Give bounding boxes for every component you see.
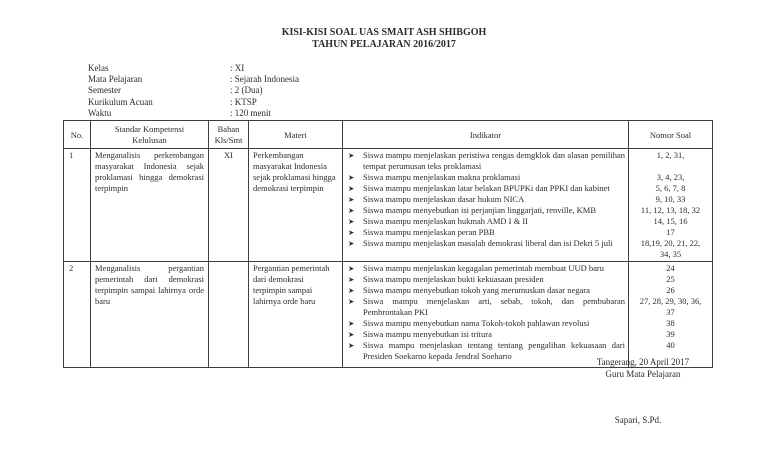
cell-standar-kompetensi: Menganalisis perkembangan masyarakat Indonesia sejak proklamasi hingga demokrasi terpimpin bbox=[91, 149, 209, 262]
text-line: 40 bbox=[666, 340, 675, 350]
indicator-item bbox=[347, 318, 625, 329]
indicator-text: Siswa mampu menjelaskan tentang tentang pengalihan kekuasaan dari Presiden Soekarno kepada Jendral Soeharto bbox=[363, 340, 625, 361]
arrow-bullet-icon: ➤ bbox=[348, 195, 355, 204]
indicator-item bbox=[347, 329, 625, 340]
arrow-bullet-icon: ➤ bbox=[348, 264, 355, 273]
header-skl bbox=[91, 121, 209, 149]
indicator-text: Siswa mampu menjelaskan masalah demokrasi liberal dan isi Dekri 5 juli bbox=[363, 238, 613, 248]
indicator-text: Siswa mampu menjelaskan arti, sebab, tokoh, dan pembubaran Pembrontakan PKI bbox=[363, 296, 625, 317]
indicator-text: Siswa mampu menjelaskan hukmah AMD I & II bbox=[363, 216, 529, 226]
text-line: 34, 35 bbox=[659, 249, 682, 259]
meta-label: Semester bbox=[88, 85, 121, 96]
table-header-row bbox=[64, 121, 713, 149]
signature-block bbox=[543, 357, 743, 380]
meta-label: Waktu bbox=[88, 107, 112, 118]
indicator-item bbox=[347, 216, 625, 227]
arrow-bullet-icon: ➤ bbox=[348, 206, 355, 215]
cell-no: 2 bbox=[64, 262, 91, 368]
text-line: 17 bbox=[666, 227, 675, 237]
cell-bahan-kls-smt bbox=[209, 262, 249, 368]
indicator-text: Siswa mampu menjelaskan dasar hukum NICA bbox=[363, 194, 525, 204]
indicator-text: Siswa mampu menyebutkan isi perjanjian linggarjati, renville, KMB bbox=[363, 205, 596, 215]
header-no: No. bbox=[64, 121, 91, 149]
meta-value: : Sejarah Indonesia bbox=[230, 74, 299, 85]
arrow-bullet-icon: ➤ bbox=[348, 239, 355, 248]
meta-label: Kurikulum Acuan bbox=[88, 96, 153, 107]
indicator-text: Siswa mampu menjelaskan peran PBB bbox=[363, 227, 495, 237]
indicator-item bbox=[347, 263, 625, 274]
arrow-bullet-icon: ➤ bbox=[348, 341, 355, 350]
document-title: KISI-KISI SOAL UAS SMAIT ASH SHIBGOH bbox=[281, 27, 487, 38]
arrow-bullet-icon: ➤ bbox=[348, 297, 355, 306]
indicator-text: Siswa mampu menyebutkan nama Tokoh-tokoh pahlawan revolusi bbox=[363, 318, 590, 328]
meta-label: Mata Pelajaran bbox=[88, 74, 143, 85]
indicator-text: Siswa mampu menjelaskan latar belakan BPUPKi dan PPKI dan kabinet bbox=[363, 183, 610, 193]
arrow-bullet-icon: ➤ bbox=[348, 217, 355, 226]
indicator-item bbox=[347, 238, 625, 249]
table-row bbox=[64, 149, 713, 262]
indicator-item bbox=[347, 274, 625, 285]
meta-value: : KTSP bbox=[230, 96, 257, 107]
text-line: Kelulusan bbox=[132, 134, 167, 145]
header-materi: Materi bbox=[249, 121, 343, 149]
indicator-text: Siswa mampu menyebutkan tokoh yang merumuskan dasar negara bbox=[363, 285, 590, 295]
cell-nomor-soal bbox=[629, 149, 713, 262]
text-line: 5, 6, 7, 8 bbox=[655, 183, 686, 193]
text-line: 24 bbox=[666, 263, 675, 273]
text-line: Standar Kompetensi bbox=[114, 123, 185, 134]
table-row bbox=[64, 262, 713, 368]
cell-materi: Perkembangan masyarakat Indonesia sejak proklamasi hingga demokrasi terpimpin bbox=[249, 149, 343, 262]
header-bahan bbox=[209, 121, 249, 149]
indicator-item bbox=[347, 150, 625, 172]
cell-nomor-soal bbox=[629, 262, 713, 368]
text-line: 25 bbox=[666, 274, 675, 284]
document-subtitle: TAHUN PELAJARAN 2016/2017 bbox=[312, 39, 456, 50]
arrow-bullet-icon: ➤ bbox=[348, 184, 355, 193]
signature-name: Sapari, S.Pd. bbox=[614, 415, 662, 425]
indicator-item bbox=[347, 296, 625, 318]
indicator-item bbox=[347, 227, 625, 238]
arrow-bullet-icon: ➤ bbox=[348, 286, 355, 295]
cell-no: 1 bbox=[64, 149, 91, 262]
indicator-text: Siswa mampu menjelaskan makna proklamasi bbox=[363, 172, 521, 182]
arrow-bullet-icon: ➤ bbox=[348, 330, 355, 339]
arrow-bullet-icon: ➤ bbox=[348, 173, 355, 182]
indicator-text: Siswa mampu menjelaskan bukti kekuasaan presiden bbox=[363, 274, 544, 284]
cell-standar-kompetensi: Menganalisis pergantian pemerintah dari demokrasi terpimpin sampai lahirnya orde baru bbox=[91, 262, 209, 368]
indicator-item bbox=[347, 172, 625, 183]
text-line: 18,19, 20, 21, 22, bbox=[640, 238, 701, 248]
text-line: 26 bbox=[666, 285, 675, 295]
meta-row-kelas bbox=[88, 63, 299, 74]
text-line: 11, 12, 13, 18, 32 bbox=[640, 205, 701, 215]
text-line: 9, 10, 33 bbox=[655, 194, 686, 204]
indicator-text: Siswa mampu menjelaskan peristiwa rengas demgklok dan alasan pemilihan tempat perumusan teks proklamasi bbox=[363, 150, 625, 171]
text-line: 14, 15, 16 bbox=[653, 216, 688, 226]
meta-row-mata-pelajaran bbox=[88, 74, 299, 85]
arrow-bullet-icon: ➤ bbox=[348, 319, 355, 328]
signature-role: Guru Mata Pelajaran bbox=[605, 368, 681, 379]
signature-place-date: Tangerang, 20 April 2017 bbox=[596, 357, 690, 367]
kisi-kisi-table bbox=[63, 120, 713, 368]
cell-materi: Pergantian pemerintah dari demokrasi terpimpin sampai lahirnya orde baru bbox=[249, 262, 343, 368]
cell-indikator bbox=[343, 262, 629, 368]
meta-row-waktu bbox=[88, 108, 299, 119]
meta-row-kurikulum bbox=[88, 97, 299, 108]
header-nomor-soal: Nomor Soal bbox=[629, 121, 713, 149]
text-line: 3, 4, 23, bbox=[656, 172, 685, 182]
text-line: 37 bbox=[666, 307, 675, 317]
indicator-item bbox=[347, 183, 625, 194]
text-line: Bahan bbox=[217, 123, 240, 134]
text-line bbox=[631, 161, 710, 172]
text-line: 38 bbox=[666, 318, 675, 328]
meta-value: : 2 (Dua) bbox=[230, 85, 263, 96]
cell-bahan-kls-smt: XI bbox=[209, 149, 249, 262]
indicator-item bbox=[347, 285, 625, 296]
meta-row-semester bbox=[88, 85, 299, 96]
indicator-text: Siswa mampu menyebutkan isi tritura bbox=[363, 329, 492, 339]
arrow-bullet-icon: ➤ bbox=[348, 151, 355, 160]
indicator-item bbox=[347, 194, 625, 205]
text-line: Kls/Smt bbox=[214, 134, 243, 145]
header-indikator: Indikator bbox=[343, 121, 629, 149]
meta-value: : 120 menit bbox=[230, 107, 271, 118]
document-header bbox=[0, 27, 768, 51]
text-line: 1, 2, 31, bbox=[656, 150, 685, 160]
meta-block bbox=[88, 63, 299, 119]
arrow-bullet-icon: ➤ bbox=[348, 275, 355, 284]
arrow-bullet-icon: ➤ bbox=[348, 228, 355, 237]
text-line: 27, 28, 29, 30, 36, bbox=[639, 296, 702, 306]
indicator-text: Siswa mampu menjelaskan kegagalan pemerintah membuat UUD baru bbox=[363, 263, 604, 273]
indicator-item bbox=[347, 205, 625, 216]
meta-value: : XI bbox=[230, 63, 245, 73]
text-line: 39 bbox=[666, 329, 675, 339]
cell-indikator bbox=[343, 149, 629, 262]
meta-label: Kelas bbox=[88, 63, 109, 73]
